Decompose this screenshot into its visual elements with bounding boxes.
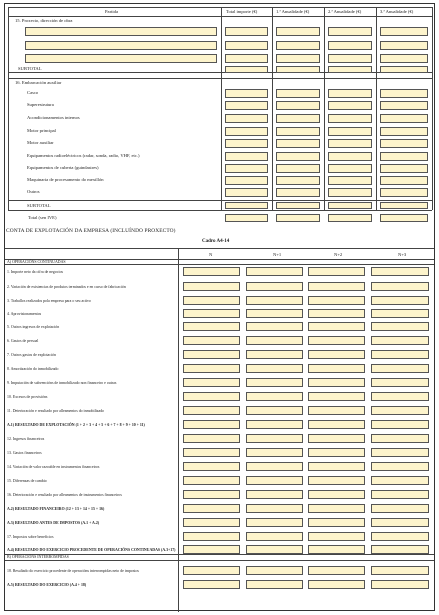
statement-amount-field[interactable]	[308, 532, 365, 541]
statement-amount-field[interactable]	[371, 532, 429, 541]
amount-field[interactable]	[225, 27, 268, 36]
statement-row-label: 11. Deterioración e resultado por alleamentos do inmobilizado	[7, 409, 105, 413]
statement-amount-field[interactable]	[246, 406, 303, 415]
item-label: Outros	[27, 189, 40, 194]
statement-amount-field[interactable]	[308, 267, 365, 276]
statement-amount-field[interactable]	[308, 336, 365, 345]
statement-amount-field[interactable]	[246, 462, 303, 471]
statement-amount-field[interactable]	[183, 267, 240, 276]
statement-amount-field[interactable]	[246, 378, 303, 387]
statement-amount-field[interactable]	[246, 518, 303, 527]
statement-amount-field[interactable]	[371, 566, 429, 575]
total-label: Total (sen IVE)	[28, 215, 57, 220]
statement-row-label: 4. Aprovisionamentos	[7, 312, 42, 316]
amount-field[interactable]	[225, 89, 268, 98]
statement-row-label: 3. Traballos realizados pola empresa para o seu activo	[7, 299, 91, 303]
amount-field[interactable]	[276, 152, 320, 161]
statement-amount-field[interactable]	[183, 296, 240, 305]
statement-amount-field[interactable]	[246, 545, 303, 554]
amount-field[interactable]	[380, 176, 428, 185]
amount-field[interactable]	[276, 139, 320, 148]
amount-field[interactable]	[276, 41, 320, 50]
total-field[interactable]	[225, 214, 268, 222]
statement-row-label: 9. Imputación de subvencións de inmobilizado non financeiro e outras	[7, 381, 117, 385]
total-field[interactable]	[276, 214, 320, 222]
amount-field[interactable]	[328, 54, 372, 63]
statement-row-label: 10. Excesos de provisións	[7, 395, 48, 399]
statement-amount-field[interactable]	[371, 545, 429, 554]
statement-amount-field[interactable]	[183, 448, 240, 457]
statement-amount-field[interactable]	[246, 364, 303, 373]
item-label: Equipamentos radioeléctricos (radar, sonda, radio, VHF, etc.)	[27, 153, 140, 158]
statement-amount-field[interactable]	[183, 490, 240, 499]
amount-field[interactable]	[380, 27, 428, 36]
statement-amount-field[interactable]	[308, 309, 365, 318]
section16-title: 16. Embarcación auxiliar	[15, 80, 62, 85]
statement-amount-field[interactable]	[183, 420, 240, 429]
subtotal-field[interactable]	[328, 66, 372, 73]
statement-amount-field[interactable]	[183, 309, 240, 318]
statement-amount-field[interactable]	[308, 462, 365, 471]
amount-field[interactable]	[225, 139, 268, 148]
statement-row-label: 17. Impostos sobre beneficios	[7, 535, 54, 539]
statement-amount-field[interactable]	[308, 545, 365, 554]
statement-amount-field[interactable]	[308, 434, 365, 443]
statement-amount-field[interactable]	[183, 476, 240, 485]
amount-field[interactable]	[225, 152, 268, 161]
amount-field[interactable]	[380, 152, 428, 161]
amount-field[interactable]	[276, 114, 320, 123]
statement-amount-field[interactable]	[371, 267, 429, 276]
statement-amount-field[interactable]	[371, 364, 429, 373]
header-year3: 3.ª Anualidade (€)	[380, 9, 414, 14]
amount-field[interactable]	[328, 164, 372, 173]
statement-amount-field[interactable]	[308, 364, 365, 373]
cadro-label: Cadro A4-14	[202, 239, 230, 244]
header-total: Total importe (€)	[226, 9, 258, 14]
statement-amount-field[interactable]	[246, 309, 303, 318]
statement-amount-field[interactable]	[371, 392, 429, 401]
item-label: Superestrutura	[27, 102, 54, 107]
statement-amount-field[interactable]	[183, 434, 240, 443]
section-title: CONTA DE EXPLOTACIÓN DA EMPRESA (INCLUÍNDO PROXECTO)	[6, 228, 176, 234]
amount-field[interactable]	[380, 54, 428, 63]
amount-field[interactable]	[225, 188, 268, 197]
statement-amount-field[interactable]	[371, 580, 429, 589]
proxecto-field[interactable]	[25, 54, 217, 63]
statement-row-label: 7. Outros gastos de explotación	[7, 353, 56, 357]
statement-amount-field[interactable]	[183, 406, 240, 415]
statement-amount-field[interactable]	[183, 392, 240, 401]
statement-amount-field[interactable]	[371, 322, 429, 331]
subtotal-field[interactable]	[380, 202, 428, 209]
amount-field[interactable]	[328, 89, 372, 98]
statement-amount-field[interactable]	[246, 566, 303, 575]
item-label: Motor auxiliar	[27, 140, 54, 145]
amount-field[interactable]	[380, 164, 428, 173]
statement-amount-field[interactable]	[308, 282, 365, 291]
statement-amount-field[interactable]	[371, 282, 429, 291]
amount-field[interactable]	[328, 127, 372, 136]
subtotal-field[interactable]	[225, 66, 268, 73]
subtotal-field[interactable]	[276, 66, 320, 73]
statement-row-label: 6. Gastos de persoal	[7, 339, 39, 343]
amount-field[interactable]	[380, 127, 428, 136]
form-page	[4, 3, 435, 611]
amount-field[interactable]	[328, 188, 372, 197]
section-b-label: B) OPERACIÓNS INTERROMPIDAS	[7, 555, 69, 559]
statement-amount-field[interactable]	[308, 448, 365, 457]
statement-amount-field[interactable]	[246, 336, 303, 345]
statement-amount-field[interactable]	[308, 350, 365, 359]
statement-amount-field[interactable]	[246, 532, 303, 541]
amount-field[interactable]	[328, 114, 372, 123]
amount-field[interactable]	[225, 114, 268, 123]
amount-field[interactable]	[225, 54, 268, 63]
subtotal16-label: SUBTOTAL	[27, 203, 51, 208]
statement-amount-field[interactable]	[183, 378, 240, 387]
amount-field[interactable]	[276, 101, 320, 110]
statement-amount-field[interactable]	[246, 504, 303, 513]
statement-amount-field[interactable]	[183, 532, 240, 541]
statement-amount-field[interactable]	[371, 434, 429, 443]
amount-field[interactable]	[328, 139, 372, 148]
statement-row-label: 5. Outros ingresos de explotación	[7, 325, 60, 329]
amount-field[interactable]	[276, 89, 320, 98]
statement-amount-field[interactable]	[308, 406, 365, 415]
statement-row-label: 12. Ingresos financeiros	[7, 437, 45, 441]
statement-amount-field[interactable]	[371, 406, 429, 415]
statement-row-label: 2. Variación de existencias de produtos terminados e en curso de fabricación	[7, 285, 126, 289]
statement-amount-field[interactable]	[183, 462, 240, 471]
section15-title: 15. Proxecto, dirección de obra	[15, 18, 73, 23]
statement-amount-field[interactable]	[308, 504, 365, 513]
amount-field[interactable]	[225, 101, 268, 110]
item-label: Equipamentos de cuberta (guindastres)	[27, 165, 99, 170]
statement-amount-field[interactable]	[308, 580, 365, 589]
subtotal15-label: SUBTOTAL	[18, 66, 42, 71]
statement-amount-field[interactable]	[183, 566, 240, 575]
amount-field[interactable]	[225, 164, 268, 173]
subtotal-field[interactable]	[276, 202, 320, 209]
statement-amount-field[interactable]	[183, 364, 240, 373]
statement-amount-field[interactable]	[246, 282, 303, 291]
amount-field[interactable]	[276, 127, 320, 136]
amount-field[interactable]	[225, 176, 268, 185]
amount-field[interactable]	[380, 41, 428, 50]
statement-amount-field[interactable]	[246, 476, 303, 485]
amount-field[interactable]	[276, 27, 320, 36]
statement-amount-field[interactable]	[246, 490, 303, 499]
amount-field[interactable]	[328, 41, 372, 50]
statement-amount-field[interactable]	[183, 518, 240, 527]
header-year1: 1.ª Anualidade (€)	[276, 9, 310, 14]
amount-field[interactable]	[380, 188, 428, 197]
amount-field[interactable]	[380, 89, 428, 98]
statement-amount-field[interactable]	[371, 462, 429, 471]
amount-field[interactable]	[276, 164, 320, 173]
statement-amount-field[interactable]	[371, 476, 429, 485]
statement-row-label: 16. Deterioración e resultado por alleamentos de instrumentos financeiros	[7, 493, 122, 497]
col-header-n1: N+1	[273, 252, 282, 257]
statement-amount-field[interactable]	[183, 282, 240, 291]
statement-amount-field[interactable]	[308, 566, 365, 575]
statement-amount-field[interactable]	[246, 392, 303, 401]
statement-amount-field[interactable]	[308, 392, 365, 401]
header-partida: Partida	[105, 9, 119, 14]
statement-row-label: A.5) RESULTADO DO EXERCICIO (A.4 + 18)	[7, 583, 87, 587]
statement-amount-field[interactable]	[183, 350, 240, 359]
amount-field[interactable]	[380, 139, 428, 148]
statement-amount-field[interactable]	[371, 420, 429, 429]
statement-row-label: A.2) RESULTADO FINANCEIRO (12 + 13 + 14 + 15 + 16)	[7, 507, 105, 511]
statement-row-label: 8. Amortización do inmobilizado	[7, 367, 59, 371]
statement-amount-field[interactable]	[308, 296, 365, 305]
amount-field[interactable]	[380, 114, 428, 123]
statement-amount-field[interactable]	[183, 336, 240, 345]
statement-amount-field[interactable]	[183, 545, 240, 554]
statement-amount-field[interactable]	[308, 490, 365, 499]
statement-row-label: 15. Diferenzas de cambio	[7, 479, 47, 483]
statement-amount-field[interactable]	[371, 448, 429, 457]
col-header-n2: N+2	[334, 252, 343, 257]
amount-field[interactable]	[225, 127, 268, 136]
amount-field[interactable]	[328, 27, 372, 36]
statement-amount-field[interactable]	[246, 267, 303, 276]
statement-row-label: 14. Variación de valor razoable en instrumentos financeiros	[7, 465, 100, 469]
statement-amount-field[interactable]	[308, 518, 365, 527]
statement-amount-field[interactable]	[246, 448, 303, 457]
statement-row-label: 18. Resultado do exercicio procedente de operacións interrompidas neto de impostos	[7, 569, 139, 573]
statement-amount-field[interactable]	[371, 309, 429, 318]
statement-amount-field[interactable]	[246, 322, 303, 331]
amount-field[interactable]	[276, 188, 320, 197]
amount-field[interactable]	[380, 101, 428, 110]
statement-amount-field[interactable]	[371, 518, 429, 527]
amount-field[interactable]	[276, 176, 320, 185]
statement-amount-field[interactable]	[246, 296, 303, 305]
statement-amount-field[interactable]	[371, 504, 429, 513]
item-label: Motor principal	[27, 128, 56, 133]
statement-amount-field[interactable]	[308, 322, 365, 331]
proxecto-field[interactable]	[25, 41, 217, 50]
subtotal-field[interactable]	[225, 202, 268, 209]
statement-amount-field[interactable]	[183, 580, 240, 589]
statement-row-label: A.1) RESULTADO DE EXPLOTACIÓN (1 + 2 + 3 + 4 + 5 + 6 + 7 + 8 + 9 + 10 + 11)	[7, 423, 145, 427]
statement-amount-field[interactable]	[371, 490, 429, 499]
col-header-n3: N+3	[398, 252, 407, 257]
total-field[interactable]	[328, 214, 372, 222]
statement-amount-field[interactable]	[308, 420, 365, 429]
statement-amount-field[interactable]	[246, 434, 303, 443]
col-header-n: N	[209, 252, 213, 257]
header-year2: 2.ª Anualidade (€)	[328, 9, 362, 14]
statement-amount-field[interactable]	[246, 420, 303, 429]
item-label: Acondicionamentos internos	[27, 115, 80, 120]
statement-amount-field[interactable]	[183, 504, 240, 513]
amount-field[interactable]	[225, 41, 268, 50]
amount-field[interactable]	[328, 152, 372, 161]
subtotal-field[interactable]	[380, 66, 428, 73]
statement-amount-field[interactable]	[371, 350, 429, 359]
statement-amount-field[interactable]	[371, 296, 429, 305]
statement-amount-field[interactable]	[246, 350, 303, 359]
item-label: Maquinaria de procesamento do mexillón	[27, 177, 104, 182]
amount-field[interactable]	[276, 54, 320, 63]
section-a-label: A) OPERACIÓNS CONTINUADAS	[7, 260, 66, 264]
proxecto-field[interactable]	[25, 27, 217, 36]
amount-field[interactable]	[328, 176, 372, 185]
statement-row-label: 1. Importe neto da cifra de negocios	[7, 270, 64, 274]
statement-amount-field[interactable]	[308, 476, 365, 485]
statement-row-label: A.4) RESULTADO DO EXERCICIO PROCEDENTE DE OPERACIÓNS CONTINUADAS (A.3+17)	[7, 548, 176, 552]
statement-amount-field[interactable]	[371, 336, 429, 345]
statement-row-label: 13. Gastos financeiros	[7, 451, 42, 455]
amount-field[interactable]	[328, 101, 372, 110]
statement-amount-field[interactable]	[371, 378, 429, 387]
item-label: Casco	[27, 90, 39, 95]
total-field[interactable]	[380, 214, 428, 222]
statement-amount-field[interactable]	[308, 378, 365, 387]
statement-row-label: A.3) RESULTADO ANTES DE IMPOSTOS (A.1 + A.2)	[7, 521, 100, 525]
statement-amount-field[interactable]	[246, 580, 303, 589]
statement-amount-field[interactable]	[183, 322, 240, 331]
subtotal-field[interactable]	[328, 202, 372, 209]
